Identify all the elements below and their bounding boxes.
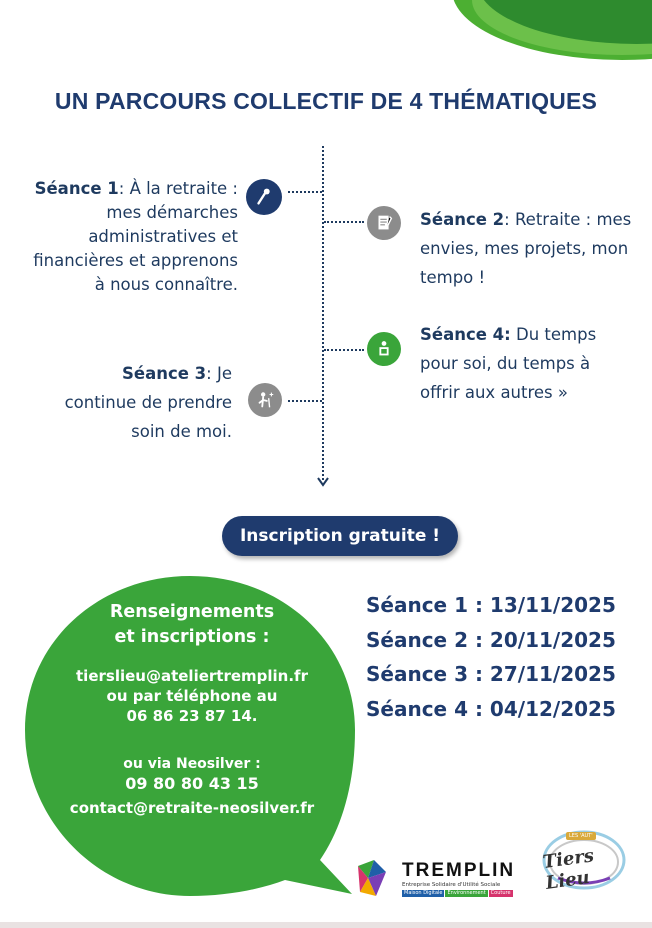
page-title: UN PARCOURS COLLECTIF DE 4 THÉMATIQUES [54, 88, 598, 114]
contact-email[interactable]: tierslieu@ateliertremplin.fr [76, 667, 308, 685]
timeline-line [322, 146, 324, 480]
seance-1-text: Séance 1: À la retraite : mes démarches administratives et financières et apprenons à nous connaître. [33, 179, 238, 294]
session-dates [366, 588, 616, 726]
free-signup-badge: Inscription gratuite ! [222, 516, 458, 556]
seance-4-text: Séance 4: Du temps pour soi, du temps à offrir aux autres » [420, 325, 597, 402]
elderly-person-icon [248, 383, 282, 417]
date-seance-2: Séance 2 : 20/11/2025 [366, 627, 616, 652]
volunteer-icon [367, 332, 401, 366]
connector-3 [288, 400, 322, 402]
contact-heading: Renseignements et inscriptions : [109, 602, 275, 647]
contact-details: tierslieu@ateliertremplin.fr ou par téléphone au 06 86 23 87 14. [40, 666, 344, 726]
neosilver-phone[interactable]: 09 80 80 43 15 [125, 774, 259, 793]
tiers-lieu-logo: LES 'AUT' Tiers Lieu [536, 826, 632, 892]
neosilver-details: ou via Neosilver : 09 80 80 43 15 contact@retraite-neosilver.fr [40, 754, 344, 818]
date-seance-3: Séance 3 : 27/11/2025 [366, 662, 616, 686]
seance-2-text: Séance 2: Retraite : mes envies, mes projets, mon tempo ! [420, 210, 632, 287]
connector-1 [288, 191, 322, 193]
corner-decoration [422, 0, 652, 60]
contact-phone[interactable]: 06 86 23 87 14. [126, 707, 258, 725]
tremplin-mark-icon [354, 858, 390, 898]
bottom-border [0, 922, 652, 928]
notebook-icon [367, 206, 401, 240]
seance-3-text: Séance 3: Je continue de prendre soin de moi. [64, 364, 232, 441]
connector-4 [324, 349, 364, 351]
connector-2 [324, 221, 364, 223]
neosilver-email[interactable]: contact@retraite-neosilver.fr [69, 799, 315, 817]
tremplin-logo: TREMPLIN Entreprise Solidaire d'Utilité Sociale Maison Digitale Environnement Couture [354, 854, 514, 900]
timeline-arrow-icon [316, 476, 330, 488]
date-seance-1: Séance 1 : 13/11/2025 [366, 593, 616, 617]
microphone-icon [246, 179, 282, 215]
date-seance-4: Séance 4 : 04/12/2025 [366, 696, 616, 721]
